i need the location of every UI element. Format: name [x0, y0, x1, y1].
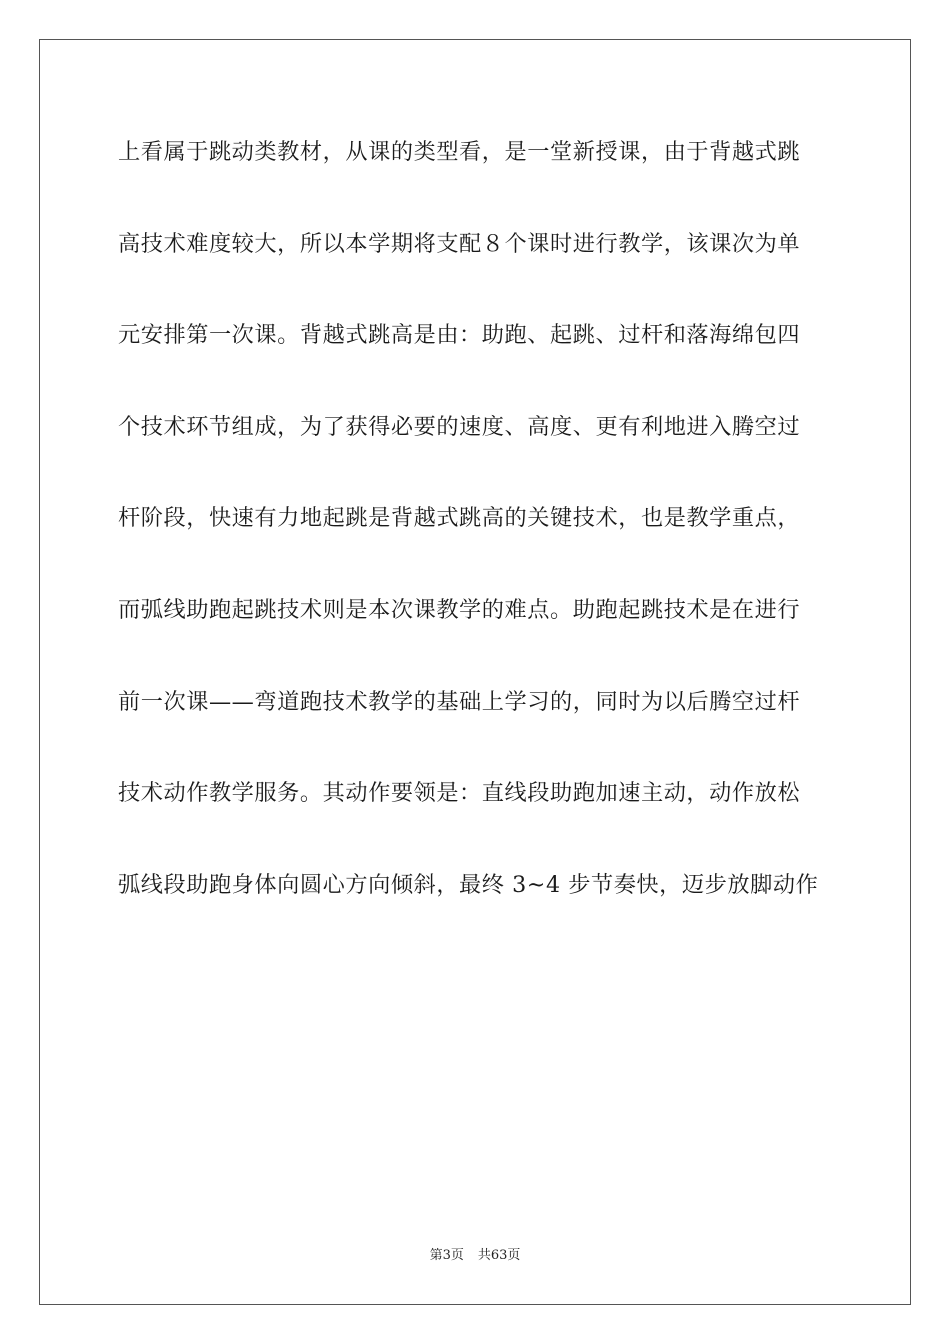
- body-line: 个技术环节组成，为了获得必要的速度、高度、更有利地进入腾空过: [118, 413, 801, 440]
- document-body: [118, 126, 834, 950]
- body-line: 杆阶段，快速有力地起跳是背越式跳高的关键技术，也是教学重点，: [118, 505, 801, 532]
- page-total: 共63页: [477, 1248, 521, 1263]
- body-line: 上看属于跳动类教材，从课的类型看，是一堂新授课，由于背越式跳: [118, 139, 801, 165]
- body-line: 而弧线助跑起跳技术则是本次课教学的难点。助跑起跳技术是在进行: [118, 596, 801, 623]
- body-line: 弧线段助跑身体向圆心方向倾斜，最终 3~4 步节奏快，迈步放脚动作: [118, 871, 819, 898]
- body-line: 高技术难度较大，所以本学期将支配８个课时进行教学，该课次为单: [118, 230, 801, 257]
- page-footer: [0, 1244, 950, 1263]
- body-line: 前一次课——弯道跑技术教学的基础上学习的，同时为以后腾空过杆: [118, 688, 801, 715]
- body-line: 元安排第一次课。背越式跳高是由：助跑、起跳、过杆和落海绵包四: [118, 322, 801, 349]
- page-number: 第3页: [429, 1248, 464, 1263]
- body-line: 技术动作教学服务。其动作要领是：直线段助跑加速主动，动作放松: [118, 780, 801, 807]
